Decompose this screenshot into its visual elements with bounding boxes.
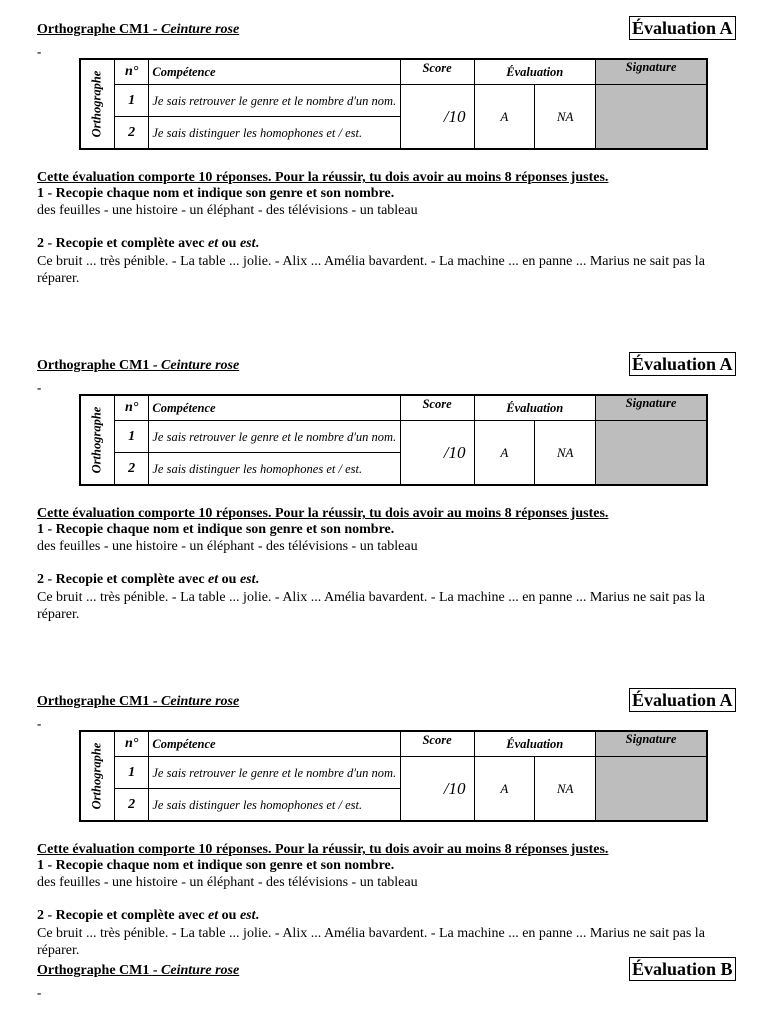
skills-table (79, 58, 708, 150)
row-num: 2 (114, 453, 148, 486)
subject-side-label: Orthographe (80, 395, 114, 485)
col-eval-header: Évaluation (474, 731, 596, 757)
evaluation-label: Évaluation B (629, 957, 736, 981)
question-1-title: 1 - Recopie chaque nom et indique son genre et son nombre. (37, 858, 395, 873)
evaluation-label: Évaluation A (629, 688, 736, 712)
dash-mark: - (37, 380, 42, 395)
col-score-header: Score (400, 59, 474, 85)
instructions-intro: Cette évaluation comporte 10 réponses. Pour la réussir, tu dois avoir au moins 8 réponses justes. (37, 170, 609, 185)
row-num: 1 (114, 85, 148, 117)
question-2-content: Ce bruit ... très pénible. - La table ... jolie. - Alix ... Amélia bavardent. - La machine ... en panne ... Marius ne sait pas la réparer. (37, 926, 705, 958)
not-acquired-cell: NA (535, 757, 596, 822)
question-2-title: 2 - Recopie et complète avec et ou est. (37, 908, 260, 923)
score-value: /10 (400, 757, 474, 822)
question-2-content: Ce bruit ... très pénible. - La table ... jolie. - Alix ... Amélia bavardent. - La machine ... en panne ... Marius ne sait pas la réparer. (37, 254, 705, 286)
skill-text: Je sais retrouver le genre et le nombre d'un nom. (149, 757, 400, 789)
col-skill-header: Compétence (149, 731, 400, 757)
worksheet-title: Orthographe CM1 - Ceinture rose (37, 358, 240, 373)
question-2-title: 2 - Recopie et complète avec et ou est. (37, 236, 260, 251)
question-1-title: 1 - Recopie chaque nom et indique son genre et son nombre. (37, 522, 395, 537)
skill-text: Je sais distinguer les homophones et / est. (149, 453, 400, 486)
evaluation-label: Évaluation A (629, 16, 736, 40)
row-num: 2 (114, 117, 148, 150)
skill-text: Je sais distinguer les homophones et / est. (149, 117, 400, 150)
question-1-content: des feuilles - une histoire - un éléphant - des télévisions - un tableau (37, 539, 418, 554)
col-signature-header: Signature (596, 395, 707, 421)
signature-box (596, 421, 707, 486)
col-eval-header: Évaluation (474, 59, 596, 85)
row-num: 1 (114, 421, 148, 453)
worksheet-title: Orthographe CM1 - Ceinture rose (37, 963, 240, 978)
score-value: /10 (400, 421, 474, 486)
question-1-content: des feuilles - une histoire - un éléphant - des télévisions - un tableau (37, 875, 418, 890)
instructions-intro: Cette évaluation comporte 10 réponses. Pour la réussir, tu dois avoir au moins 8 réponses justes. (37, 842, 609, 857)
dash-mark: - (37, 44, 42, 59)
instructions-intro: Cette évaluation comporte 10 réponses. Pour la réussir, tu dois avoir au moins 8 réponses justes. (37, 506, 609, 521)
row-num: 1 (114, 757, 148, 789)
signature-box (596, 85, 707, 150)
evaluation-block-3 (0, 672, 768, 972)
skill-text: Je sais retrouver le genre et le nombre d'un nom. (149, 85, 400, 117)
col-signature-header: Signature (596, 59, 707, 85)
question-1-content: des feuilles - une histoire - un éléphant - des télévisions - un tableau (37, 203, 418, 218)
col-skill-header: Compétence (149, 395, 400, 421)
subject-side-label: Orthographe (80, 59, 114, 149)
question-1-title: 1 - Recopie chaque nom et indique son genre et son nombre. (37, 186, 395, 201)
acquired-cell: A (474, 85, 535, 150)
dash-mark: - (37, 716, 42, 731)
skill-text: Je sais distinguer les homophones et / est. (149, 789, 400, 822)
signature-box (596, 757, 707, 822)
evaluation-label: Évaluation A (629, 352, 736, 376)
question-2-content: Ce bruit ... très pénible. - La table ... jolie. - Alix ... Amélia bavardent. - La machine ... en panne ... Marius ne sait pas la réparer. (37, 590, 705, 622)
score-value: /10 (400, 85, 474, 150)
col-score-header: Score (400, 395, 474, 421)
not-acquired-cell: NA (535, 85, 596, 150)
col-eval-header: Évaluation (474, 395, 596, 421)
subject-side-label: Orthographe (80, 731, 114, 821)
question-2-title: 2 - Recopie et complète avec et ou est. (37, 572, 260, 587)
evaluation-block-1 (0, 0, 768, 300)
col-num-header: n° (114, 395, 148, 421)
col-score-header: Score (400, 731, 474, 757)
evaluation-block-2 (0, 336, 768, 636)
dash-mark: - (37, 985, 42, 1000)
row-num: 2 (114, 789, 148, 822)
worksheet-title: Orthographe CM1 - Ceinture rose (37, 694, 240, 709)
col-skill-header: Compétence (149, 59, 400, 85)
acquired-cell: A (474, 421, 535, 486)
evaluation-block-4 (0, 941, 768, 1024)
worksheet-title: Orthographe CM1 - Ceinture rose (37, 22, 240, 37)
col-num-header: n° (114, 59, 148, 85)
skill-text: Je sais retrouver le genre et le nombre d'un nom. (149, 421, 400, 453)
skills-table (79, 730, 708, 822)
skills-table (79, 394, 708, 486)
not-acquired-cell: NA (535, 421, 596, 486)
col-num-header: n° (114, 731, 148, 757)
col-signature-header: Signature (596, 731, 707, 757)
acquired-cell: A (474, 757, 535, 822)
